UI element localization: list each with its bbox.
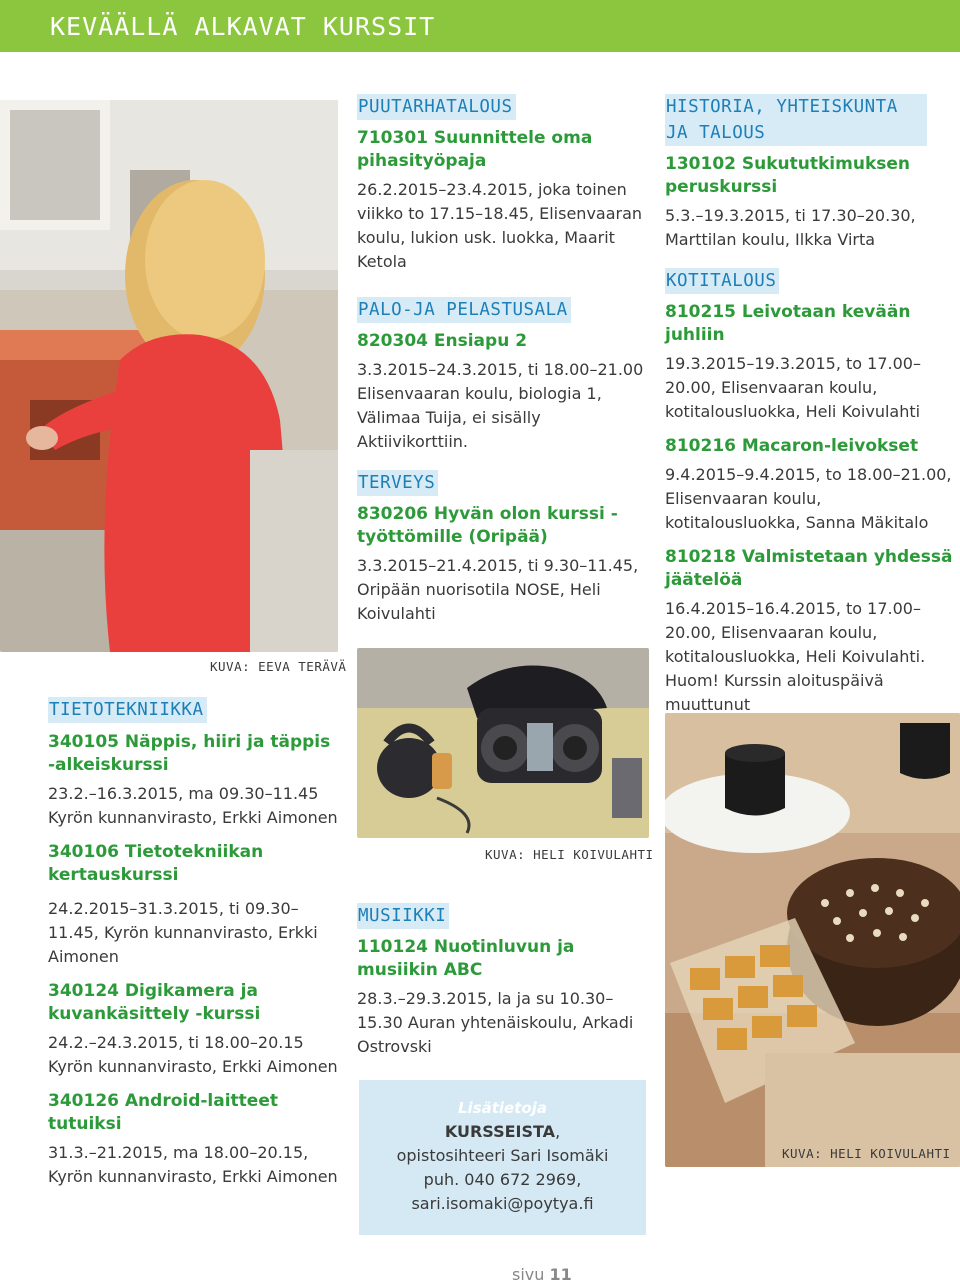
course-title: 810218 Valmistetaan yhdessä jäätelöä [665, 547, 953, 590]
course-title: 340126 Android-laitteet tutuiksi [48, 1091, 278, 1134]
section-label-historia: HISTORIA, YHTEISKUNTA JA TALOUS [665, 94, 927, 146]
section-label-puutarhatalous: PUUTARHATALOUS [357, 94, 516, 120]
course-info: 24.2.2015–31.3.2015, ti 09.30–11.45, Kyrön kunnanvirasto, Erkki Aimonen [48, 899, 318, 966]
course-title: 130102 Sukututkimuksen peruskurssi [665, 154, 911, 197]
caption-left-photo: KUVA: EEVA TERÄVÄ [210, 659, 347, 674]
caption-right-photo: KUVA: HELI KOIVULAHTI [782, 1146, 951, 1161]
photo-cakes-graphic [665, 713, 960, 1167]
course-title: 810216 Macaron-leivokset [665, 436, 919, 456]
info-line-3: puh. 040 672 2969, [423, 1170, 582, 1189]
section-label-kotitalous: KOTITALOUS [665, 268, 779, 294]
section-label-palo-ja-pelastusala: PALO-JA PELASTUSALA [357, 297, 571, 323]
photo-cakes [665, 713, 960, 1167]
page-number-prefix: sivu [512, 1265, 545, 1284]
section-label-musiikki: MUSIIKKI [357, 903, 449, 929]
course-info: 19.3.2015–19.3.2015, to 17.00–20.00, Elisenvaaran koulu, kotitalousluokka, Heli Koivulahti [665, 354, 921, 421]
section-label-tietotekniikka: TIETOTEKNIIKKA [48, 697, 207, 723]
page-title: KEVÄÄLLÄ ALKAVAT KURSSIT [50, 12, 436, 41]
info-heading: Lisätietoja [458, 1099, 547, 1117]
section-puutarhatalous [357, 94, 649, 274]
course-info: 3.3.2015–21.4.2015, ti 9.30–11.45, Oripään nuorisotila NOSE, Heli Koivulahti [357, 556, 639, 623]
course-info: 31.3.–21.2015, ma 18.00–20.15, Kyrön kunnanvirasto, Erkki Aimonen [48, 1143, 338, 1186]
info-email[interactable]: sari.isomaki@poytya.fi [411, 1194, 594, 1213]
course-title: 710301 Suunnittele oma pihasityöpaja [357, 128, 593, 171]
section-historia [665, 94, 960, 252]
section-label-terveys: TERVEYS [357, 470, 438, 496]
course-title: 810215 Leivotaan kevään juhliin [665, 302, 911, 345]
course-info: 3.3.2015–24.3.2015, ti 18.00–21.00 Elisenvaaran koulu, biologia 1, Välimaa Tuija, ei sisälly Aktiivikorttiin. [357, 360, 644, 451]
course-info: 9.4.2015–9.4.2015, to 18.00–21.00, Elisenvaaran koulu, kotitalousluokka, Sanna Mäkitalo [665, 465, 952, 532]
course-title: 110124 Nuotinluvun ja musiikin ABC [357, 937, 575, 980]
section-terveys [357, 470, 649, 626]
caption-mid-photo: KUVA: HELI KOIVULAHTI [485, 847, 654, 862]
section-kotitalous [665, 268, 960, 717]
section-tietotekniikka [48, 697, 338, 1200]
course-title: 820304 Ensiapu 2 [357, 331, 528, 351]
course-title: 340106 Tietotekniikan kertauskurssi [48, 842, 264, 885]
course-info: 16.4.2015–16.4.2015, to 17.00–20.00, Elisenvaaran koulu, kotitalousluokka, Heli Koivulahti. Huom! Kurssin aloituspäivä muuttunut [665, 599, 926, 714]
photo-radio-kettlebell [357, 648, 649, 838]
page-number-value: 11 [549, 1265, 572, 1284]
info-line-1-rest: , [555, 1122, 561, 1141]
course-info: 23.2.–16.3.2015, ma 09.30–11.45 Kyrön kunnanvirasto, Erkki Aimonen [48, 784, 338, 827]
info-strong: KURSSEISTA [444, 1122, 556, 1141]
page-number [512, 1265, 572, 1284]
course-info: 26.2.2015–23.4.2015, joka toinen viikko to 17.15–18.45, Elisenvaaran koulu, lukion usk. luokka, Maarit Ketola [357, 180, 643, 271]
column-middle [357, 94, 649, 637]
course-title: 830206 Hyvän olon kurssi - työttömille (Oripää) [357, 504, 618, 547]
course-info: 5.3.–19.3.2015, ti 17.30–20.30, Marttilan koulu, Ilkka Virta [665, 206, 916, 249]
section-musiikki [357, 903, 649, 1070]
course-title: 340105 Näppis, hiiri ja täppis -alkeiskurssi [48, 732, 331, 775]
photo-child-painting [0, 100, 338, 652]
info-line-1 [359, 1120, 646, 1144]
info-line-2: opistosihteeri Sari Isomäki [396, 1146, 609, 1165]
course-title: 340124 Digikamera ja kuvankäsittely -kurssi [48, 981, 261, 1024]
photo-child-painting-graphic [0, 100, 338, 652]
section-palo-ja-pelastusala [357, 297, 649, 454]
info-box [359, 1080, 646, 1235]
course-info: 28.3.–29.3.2015, la ja su 10.30–15.30 Auran yhtenäiskoulu, Arkadi Ostrovski [357, 989, 634, 1056]
column-right [665, 94, 960, 728]
top-banner [0, 0, 960, 52]
photo-radio-kettlebell-graphic [357, 648, 649, 838]
course-info: 24.2.–24.3.2015, ti 18.00–20.15 Kyrön kunnanvirasto, Erkki Aimonen [48, 1033, 338, 1076]
